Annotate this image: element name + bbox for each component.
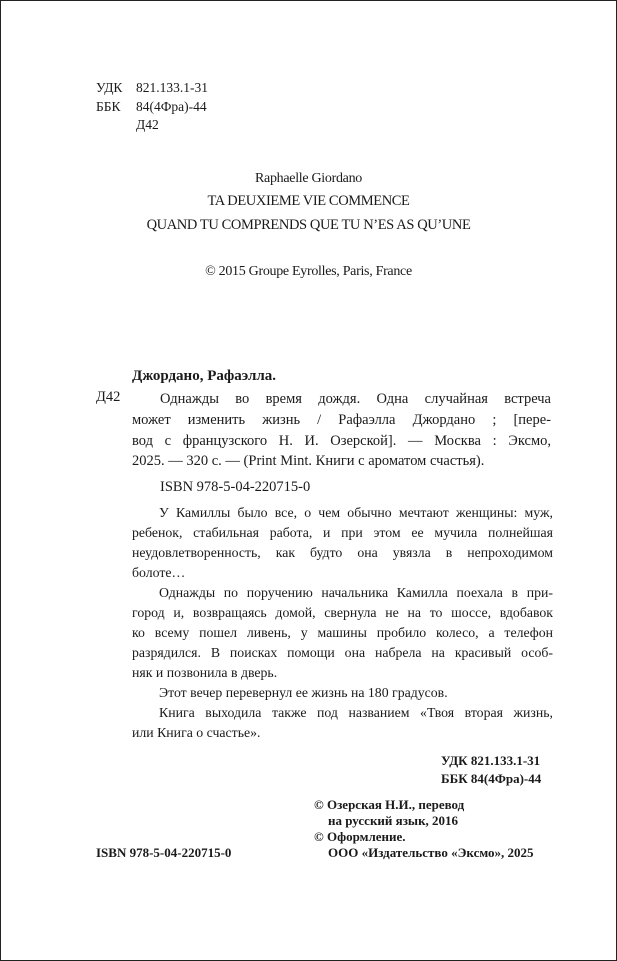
bbk-bottom: ББК 84(4Фра)-44 — [441, 771, 542, 786]
annotation-line: болоте… — [132, 565, 186, 580]
annotation-line: разрядился. В поисках помощи она набрела на красивый особ- — [132, 645, 553, 660]
catalog-mark: Д42 — [96, 389, 121, 405]
catalog-line-1: Однажды во время дождя. Одна случайная встреча — [160, 391, 551, 407]
catalog-heading: Джордано, Рафаэлла. — [132, 368, 277, 384]
catalog-isbn: ISBN 978-5-04-220715-0 — [160, 479, 311, 495]
original-title-line1: TA DEUXIEME VIE COMMENCE — [207, 193, 410, 209]
annotation-line: или Книга о счастье». — [132, 725, 261, 740]
annotation-line: Этот вечер перевернул ее жизнь на 180 градусов. — [159, 685, 448, 700]
original-author: Raphaelle Giordano — [255, 171, 362, 186]
copyright-translation-1: © Озерская Н.И., перевод — [314, 797, 465, 812]
copyright-publisher: ООО «Издательство «Эксмо», 2025 — [328, 845, 534, 860]
annotation-line: У Камиллы было все, о чем обычно мечтают женщины: муж, — [159, 505, 553, 520]
catalog-line-2: может изменить жизнь / Рафаэлла Джордано ; [пере- — [132, 412, 551, 428]
catalog-line-4: 2025. — 320 с. — (Print Mint. Книги с ароматом счастья). — [132, 453, 485, 469]
annotation-line: ко всему пошел ливень, у машины пробило колесо, а телефон — [132, 625, 553, 640]
author-mark-top: Д42 — [136, 117, 159, 132]
copyright-design: © Оформление. — [314, 829, 406, 844]
udk-bottom: УДК 821.133.1-31 — [441, 753, 541, 768]
annotation-line: ребенок, стабильная работа, и при этом ее мучила полнейшая — [132, 525, 553, 540]
footer-isbn: ISBN 978-5-04-220715-0 — [96, 845, 232, 860]
annotation-line: неудовлетворенность, как будто она увязла в непроходимом — [132, 545, 553, 560]
bbk-top: ББК 84(4Фра)-44 — [96, 99, 207, 114]
copyright-translation-2: на русский язык, 2016 — [328, 813, 459, 828]
annotation-line: Однажды по поручению начальника Камилла поехала в при- — [159, 585, 553, 600]
annotation-line: Книга выходила также под названием «Твоя вторая жизнь, — [159, 705, 553, 720]
catalog-line-3: вод с французского Н. И. Озерской]. — Москва : Эксмо, — [132, 433, 551, 449]
original-title-line2: QUAND TU COMPRENDS QUE TU N’ES AS QU’UNE — [146, 217, 471, 233]
original-copyright: © 2015 Groupe Eyrolles, Paris, France — [205, 264, 412, 279]
udk-top: УДК 821.133.1-31 — [96, 80, 208, 95]
annotation-line: город и, возвращаясь домой, свернула не на то шоссе, вдобавок — [132, 605, 553, 620]
annotation-line: няк и позвонила в дверь. — [132, 665, 278, 680]
